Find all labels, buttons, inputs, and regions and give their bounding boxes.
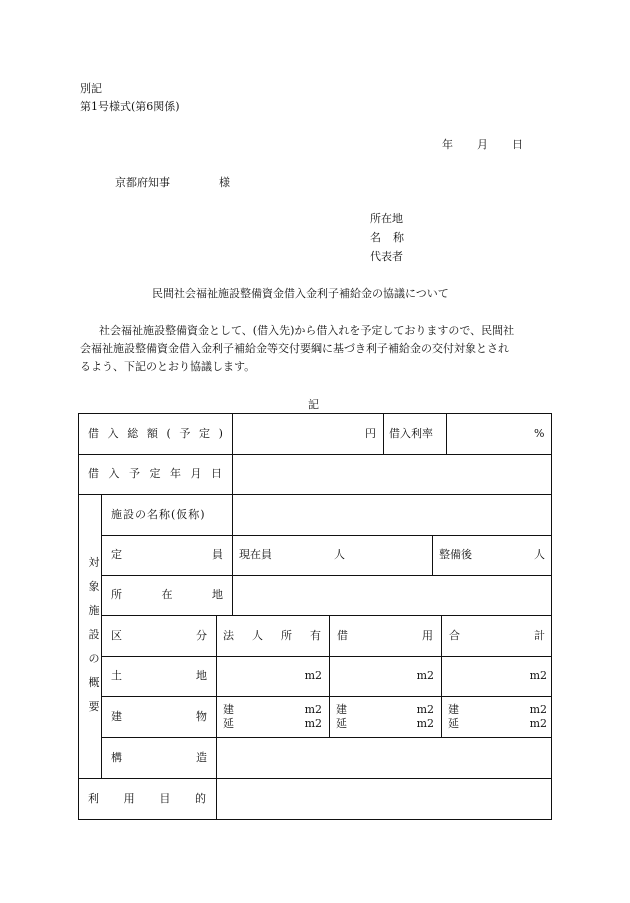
- label-interest-rate: 借入利率: [389, 427, 433, 440]
- label-facility-summary: 対 象 施 設 の 概 要: [88, 556, 100, 713]
- label-location: 所 在 地: [111, 588, 223, 601]
- building-leased-total-label: 延: [336, 717, 347, 730]
- building-total-floor-label: 建: [448, 703, 459, 716]
- col-divider: [441, 615, 442, 737]
- row-divider: [79, 778, 551, 779]
- col-divider: [101, 494, 102, 778]
- label-total: 合 計: [449, 629, 545, 642]
- label-leased: 借 用: [337, 629, 433, 642]
- building-owned-total-label: 延: [223, 717, 234, 730]
- label-building: 建 物: [111, 710, 207, 723]
- label-after-maintenance: 整備後: [439, 548, 472, 561]
- col-divider: [232, 414, 233, 454]
- application-table: [78, 413, 552, 820]
- current-staff-unit: 人: [334, 548, 345, 561]
- building-total-total-label: 延: [448, 717, 459, 730]
- row-divider: [79, 494, 551, 495]
- body-line-1: 社会福祉施設整備資金として、(借入先)から借入れを予定しておりますので、民間社: [99, 324, 515, 337]
- sender-rep-label: 代表者: [370, 250, 403, 263]
- row-divider: [101, 615, 551, 616]
- label-purpose: 利 用 目 的: [88, 792, 206, 805]
- annex-label: 別記: [80, 82, 102, 95]
- building-leased-floor-unit: m2: [416, 703, 434, 716]
- row-divider: [101, 575, 551, 576]
- col-divider: [232, 494, 233, 616]
- row-divider: [101, 696, 551, 697]
- label-facility-name: 施設の名称(仮称): [111, 508, 206, 521]
- date-month: 月: [477, 138, 488, 151]
- col-divider: [432, 535, 433, 575]
- label-current-staff: 現在員: [239, 548, 272, 561]
- col-divider: [446, 414, 447, 454]
- building-leased-total-unit: m2: [416, 717, 434, 730]
- label-land: 土 地: [111, 669, 207, 682]
- building-owned-floor-label: 建: [223, 703, 234, 716]
- building-total-total-unit: m2: [529, 717, 547, 730]
- row-divider: [101, 656, 551, 657]
- label-capacity: 定 員: [111, 548, 223, 561]
- after-maintenance-unit: 人: [534, 548, 545, 561]
- addressee: 京都府知事: [115, 176, 170, 189]
- body-line-3: るよう、下記のとおり協議します。: [80, 360, 256, 373]
- building-leased-floor-label: 建: [336, 703, 347, 716]
- label-category: 区 分: [111, 629, 207, 642]
- date-day: 日: [512, 138, 523, 151]
- sender-name-label-1: 名: [370, 231, 381, 244]
- col-divider: [329, 615, 330, 737]
- ki-label: 記: [308, 398, 319, 411]
- label-corporate-owned: 法 人 所 有: [223, 629, 321, 642]
- label-loan-date: 借 入 予 定 年 月 日: [88, 467, 222, 480]
- form-number: 第1号様式(第6関係): [80, 100, 180, 113]
- land-owned-unit: m2: [304, 669, 322, 682]
- sender-address-label: 所在地: [370, 212, 403, 225]
- col-divider: [383, 414, 384, 454]
- col-divider: [232, 454, 233, 494]
- row-divider: [101, 535, 551, 536]
- body-line-2: 会福祉施設整備資金借入金利子補給金等交付要綱に基づき利子補給金の交付対象とされ: [80, 342, 509, 355]
- building-total-floor-unit: m2: [529, 703, 547, 716]
- subject-title: 民間社会福祉施設整備資金借入金利子補給金の協議について: [152, 287, 449, 300]
- honorific: 様: [219, 176, 230, 189]
- date-year: 年: [442, 138, 453, 151]
- row-divider: [79, 454, 551, 455]
- col-divider: [216, 615, 217, 820]
- building-owned-total-unit: m2: [304, 717, 322, 730]
- sender-name-label-2: 称: [393, 231, 404, 244]
- row-divider: [101, 737, 551, 738]
- land-total-unit: m2: [529, 669, 547, 682]
- label-loan-total: 借 入 総 額 ( 予 定 ): [88, 427, 223, 440]
- land-leased-unit: m2: [416, 669, 434, 682]
- percent-unit: %: [534, 427, 545, 440]
- yen-unit: 円: [365, 427, 376, 440]
- label-structure: 構 造: [111, 751, 207, 764]
- building-owned-floor-unit: m2: [304, 703, 322, 716]
